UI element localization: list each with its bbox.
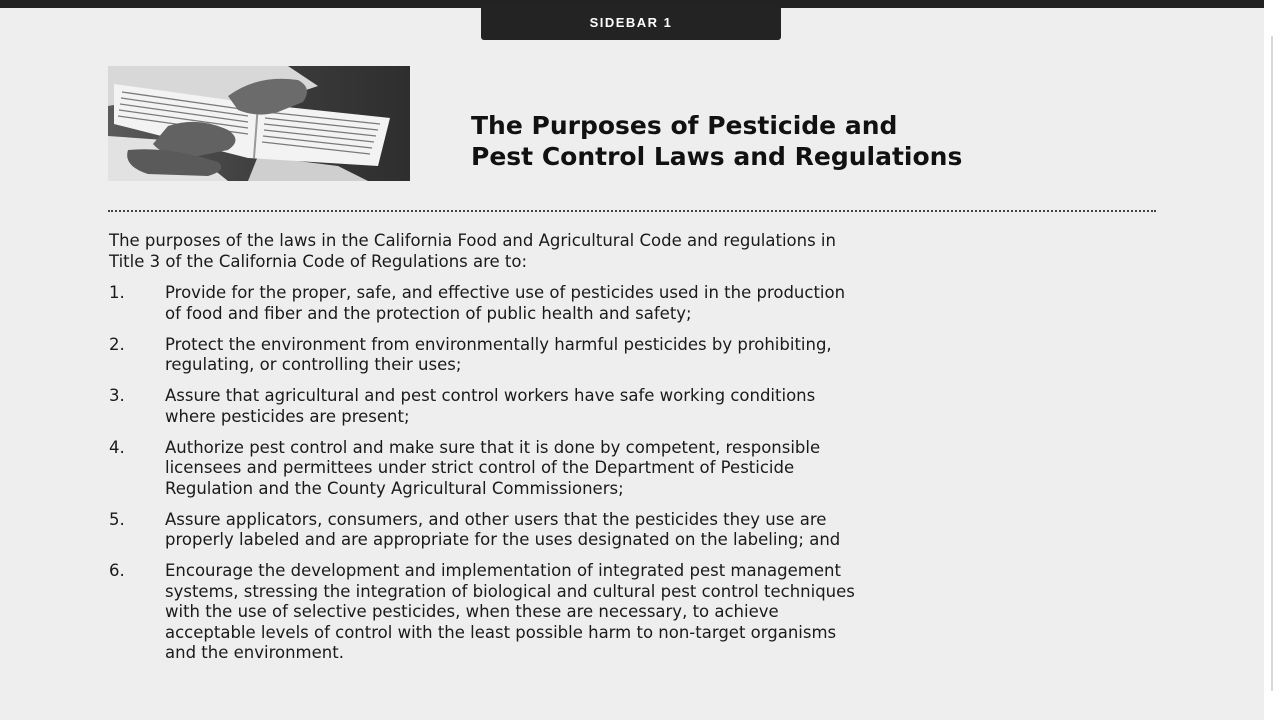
- item-line: Regulation and the County Agricultural Commissioners;: [165, 478, 624, 498]
- item-text: [165, 335, 1159, 376]
- item-number: 1.: [109, 283, 125, 302]
- right-margin: [1264, 0, 1280, 720]
- item-line: Encourage the development and implementation of integrated pest management: [165, 561, 841, 580]
- purpose-item: [109, 510, 1159, 551]
- edge-mark: [1271, 36, 1273, 691]
- item-number: 5.: [109, 509, 125, 529]
- item-line: Protect the environment from environmentally harmful pesticides by prohibiting,: [165, 334, 832, 354]
- item-number: 2.: [109, 334, 125, 354]
- photo-illustration: [108, 66, 410, 181]
- title-line: Pest Control Laws and Regulations: [471, 142, 963, 171]
- item-line: and the environment.: [165, 643, 344, 662]
- item-text: [165, 386, 1159, 427]
- item-line: Assure that agricultural and pest control workers have safe working conditions: [165, 386, 816, 405]
- purpose-item: [109, 335, 1159, 376]
- purpose-item: [109, 561, 1159, 664]
- intro-paragraph: [109, 231, 1159, 272]
- intro-line: Title 3 of the California Code of Regulations are to:: [109, 251, 528, 271]
- purpose-item: [109, 386, 1159, 427]
- intro-line: The purposes of the laws in the California Food and Agricultural Code and regulations in: [109, 231, 836, 250]
- item-text: [165, 510, 1159, 551]
- item-line: of food and fiber and the protection of public health and safety;: [165, 303, 692, 323]
- item-line: Assure applicators, consumers, and other users that the pesticides they use are: [165, 509, 827, 529]
- item-line: Provide for the proper, safe, and effective use of pesticides used in the production: [165, 283, 846, 302]
- item-line: where pesticides are present;: [165, 406, 410, 426]
- purposes-list: [109, 283, 1159, 674]
- sidebar-tab: [481, 4, 781, 40]
- sidebar-label: SIDEBAR 1: [589, 14, 673, 30]
- item-text: [165, 283, 1159, 324]
- item-line: regulating, or controlling their uses;: [165, 355, 462, 374]
- item-line: properly labeled and are appropriate for the uses designated on the labeling; and: [165, 530, 841, 549]
- item-line: with the use of selective pesticides, when these are necessary, to achieve: [165, 602, 779, 621]
- item-text: [165, 438, 1159, 500]
- item-number: 4.: [109, 437, 125, 457]
- item-line: acceptable levels of control with the least possible harm to non-target organisms: [165, 622, 837, 642]
- dotted-divider: [108, 210, 1156, 212]
- item-number: 3.: [109, 386, 125, 405]
- item-number: 6.: [109, 561, 125, 580]
- item-text: [165, 561, 1159, 664]
- item-line: licensees and permittees under strict control of the Department of Pesticide: [165, 458, 795, 477]
- purpose-item: [109, 283, 1159, 324]
- page-title: [471, 110, 962, 172]
- title-line: The Purposes of Pesticide and: [471, 111, 898, 140]
- item-line: systems, stressing the integration of biological and cultural pest control techniques: [165, 581, 855, 601]
- item-line: Authorize pest control and make sure that it is done by competent, responsible: [165, 437, 821, 457]
- purpose-item: [109, 438, 1159, 500]
- hands-holding-pesticide-label-photo: [108, 66, 410, 181]
